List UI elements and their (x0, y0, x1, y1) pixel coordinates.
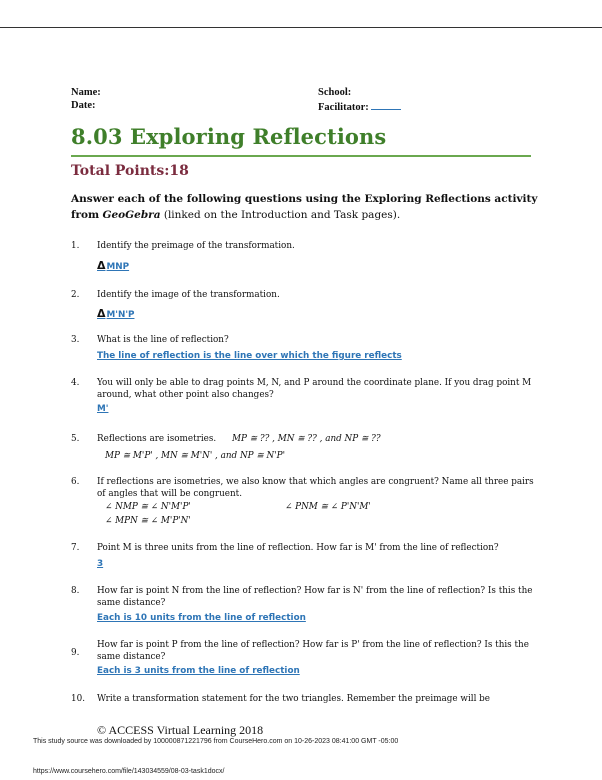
answer-9[interactable]: Each is 3 units from the line of reflection (97, 666, 300, 676)
question-text: Identify the preimage of the transformation. (97, 241, 295, 251)
answer-8[interactable]: Each is 10 units from the line of reflection (97, 613, 306, 623)
question-text: What is the line of reflection? (97, 335, 229, 345)
question-number: 4. (71, 378, 80, 388)
question-text: How far is point N from the line of reflection? How far is N' from the line of reflection? Is this the same distance? (97, 586, 533, 608)
question-number: 6. (71, 477, 80, 487)
question-number: 9. (71, 648, 80, 658)
question-text: Reflections are isometries. (97, 434, 217, 444)
question-text: How far is point P from the line of reflection? How far is P' from the line of reflection? Is this the same distance? (97, 640, 529, 662)
triangle-icon: Δ (97, 259, 106, 272)
instructions-bold: Answer each of the following questions using the Exploring Reflections activity from (71, 193, 538, 221)
question-number: 10. (71, 694, 85, 704)
isometry-prompt: MP ≅ ?? , MN ≅ ?? , and NP ≅ ?? (232, 434, 381, 444)
answer-3[interactable]: The line of reflection is the line over which the figure reflects (97, 351, 402, 361)
answer-2[interactable]: ΔM'N'P (97, 307, 135, 320)
angle-pair-1[interactable]: ∠ NMP ≅ ∠ N'M'P' (105, 502, 191, 512)
question-number: 1. (71, 241, 80, 251)
answer-4[interactable]: M' (97, 404, 109, 414)
instructions-rest: (linked on the Introduction and Task pages). (163, 209, 401, 221)
facilitator-field (318, 99, 401, 115)
question-number: 2. (71, 290, 80, 300)
isometry-answer[interactable]: MP ≅ M'P' , MN ≅ M'N' , and NP ≅ N'P' (105, 451, 286, 461)
question-text: Write a transformation statement for the two triangles. Remember the preimage will be (97, 694, 491, 704)
title-rule (71, 155, 531, 157)
total-points: Total Points:18 (71, 163, 189, 179)
angle-pair-3[interactable]: ∠ MPN ≅ ∠ M'P'N' (105, 516, 191, 526)
answer-7[interactable]: 3 (97, 559, 104, 569)
question-text: Identify the image of the transformation. (97, 290, 280, 300)
facilitator-blank[interactable] (371, 99, 401, 110)
triangle-icon: Δ (97, 307, 106, 320)
date-label: Date: (71, 100, 96, 111)
top-rule (0, 27, 602, 28)
page-title: 8.03 Exploring Reflections (71, 124, 387, 149)
question-number: 7. (71, 543, 80, 553)
question-number: 8. (71, 586, 80, 596)
question-text: If reflections are isometries, we also know that which angles are congruent? Name all three pairs of angles that will be congruent. (97, 477, 534, 499)
school-label: School: (318, 87, 352, 98)
angle-pair-2[interactable]: ∠ PNM ≅ ∠ P'N'M' (285, 502, 371, 512)
copyright: © ACCESS Virtual Learning 2018 (97, 723, 264, 737)
geogebra-name: GeoGebra (102, 209, 161, 221)
facilitator-label: Facilitator: (318, 102, 369, 113)
name-label: Name: (71, 87, 101, 98)
instructions (71, 191, 541, 223)
question-text: Point M is three units from the line of reflection. How far is M' from the line of reflection? (97, 543, 499, 553)
download-watermark: This study source was downloaded by 100000871221796 from CourseHero.com on 10-26-2023 08:41:00 GMT -05:00 (33, 738, 399, 745)
answer-1[interactable]: ΔMNP (97, 259, 130, 272)
question-text: You will only be able to drag points M, N, and P around the coordinate plane. If you drag point M around, what other point also changes? (97, 378, 532, 400)
question-number: 5. (71, 434, 80, 444)
source-url[interactable]: https://www.coursehero.com/file/143034559/08-03-task1docx/ (33, 768, 225, 775)
question-number: 3. (71, 335, 80, 345)
